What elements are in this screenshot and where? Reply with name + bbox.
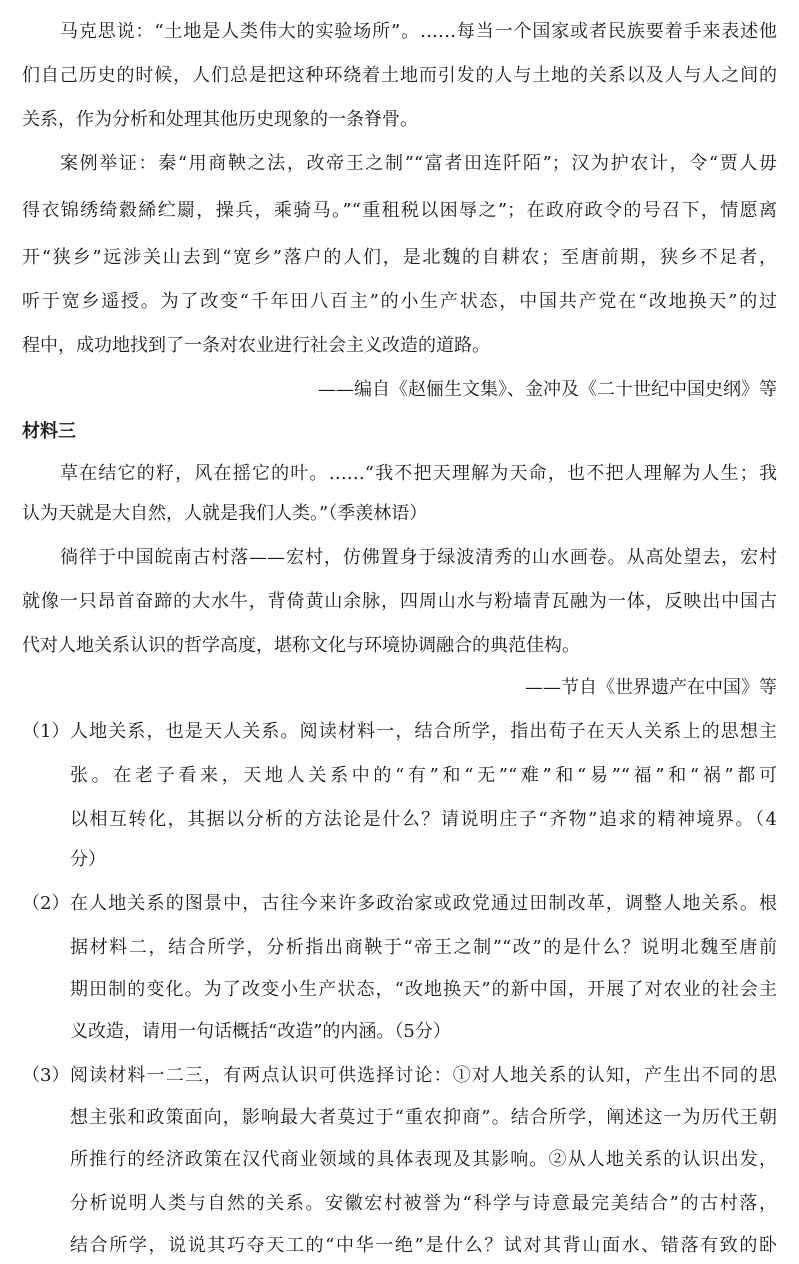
text-line: 开“狭乡”远涉关山去到“宽乡”落户的人们，是北魏的自耕农；至唐前期，狭乡不足者， bbox=[22, 247, 777, 268]
question-line: 在人地关系的图景中，古往今来许多政治家或政党通过田制改革，调整人地关系。根 bbox=[70, 893, 777, 914]
text-line: 代对人地关系认识的哲学高度，堪称文化与环境协调融合的典范佳构。 bbox=[22, 635, 580, 656]
question-number: （3） bbox=[22, 1065, 70, 1086]
text-line: 听于宽乡遥授。为了改变“千年田八百主”的小生产状态，中国共产党在“改地换天”的过 bbox=[22, 291, 777, 312]
question-line: 以相互转化，其据以分析的方法论是什么？请说明庄子“齐物”追求的精神境界。（4 bbox=[70, 809, 777, 830]
text-line: 认为天就是大自然，人就是我们人类。”（季羡林语） bbox=[22, 503, 428, 524]
question-line: 分析说明人类与自然的关系。安徽宏村被誉为“科学与诗意最完美结合”的古村落， bbox=[70, 1193, 777, 1214]
source-citation: ——节自《世界遗产在中国》等 bbox=[525, 677, 777, 698]
text-line: 们自己历史的时候，人们总是把这种环绕着土地而引发的人与土地的关系以及人与人之间的 bbox=[22, 65, 777, 86]
question-line: 义改造，请用一句话概括“改造”的内涵。（5分） bbox=[70, 1021, 451, 1042]
question-line: 人地关系，也是天人关系。阅读材料一，结合所学，指出荀子在天人关系上的思想主 bbox=[70, 721, 777, 742]
question-line: 据材料二，结合所学，分析指出商鞅于“帝王之制”“改”的是什么？说明北魏至唐前 bbox=[70, 937, 777, 958]
text-line: 程中，成功地找到了一条对农业进行社会主义改造的道路。 bbox=[22, 335, 490, 356]
question-number: （2） bbox=[22, 893, 70, 914]
question-line: 阅读材料一二三，有两点认识可供选择讨论：①对人地关系的认知，产生出不同的思 bbox=[70, 1065, 777, 1086]
text-line: 案例举证：秦“用商鞅之法，改帝王之制”“富者田连阡陌”；汉为护农计，令“贾人毋 bbox=[60, 153, 777, 174]
question-line: 张。在老子看来，天地人关系中的“有”和“无”“难”和“易”“福”和“祸”都可 bbox=[70, 765, 777, 786]
text-line: 就像一只昂首奋蹄的大水牛，背倚黄山余脉，四周山水与粉墙青瓦融为一体，反映出中国古 bbox=[22, 591, 777, 612]
question-line: 结合所学，说说其巧夺天工的“中华一绝”是什么？试对其背山面水、错落有致的卧 bbox=[70, 1235, 777, 1256]
question-line: 想主张和政策面向，影响最大者莫过于“重农抑商”。结合所学，阐述这一为历代王朝 bbox=[70, 1107, 777, 1128]
text-line: 得衣锦绣绮縠絺纻罽，操兵，乘骑马。”“重租税以困辱之”；在政府政令的号召下，情愿离 bbox=[22, 200, 777, 221]
question-line: 所推行的经济政策在汉代商业领域的具体表现及其影响。②从人地关系的认识出发， bbox=[70, 1149, 777, 1170]
section-heading: 材料三 bbox=[22, 421, 76, 442]
source-citation: ——编自《赵俪生文集》、金冲及《二十世纪中国史纲》等 bbox=[318, 379, 777, 400]
text-line: 草在结它的籽，风在摇它的叶。……“我不把天理解为天命，也不把人理解为人生；我 bbox=[60, 463, 777, 484]
text-line: 关系，作为分析和处理其他历史现象的一条脊骨。 bbox=[22, 109, 418, 130]
question-line: 分） bbox=[70, 849, 106, 870]
question-line: 期田制的变化。为了改变小生产状态，“改地换天”的新中国，开展了对农业的社会主 bbox=[70, 979, 777, 1000]
text-line: 马克思说：“土地是人类伟大的实验场所”。……每当一个国家或者民族要着手来表述他 bbox=[60, 21, 777, 42]
text-line: 徜徉于中国皖南古村落——宏村，仿佛置身于绿波清秀的山水画卷。从高处望去，宏村 bbox=[60, 547, 777, 568]
question-number: （1） bbox=[22, 721, 70, 742]
